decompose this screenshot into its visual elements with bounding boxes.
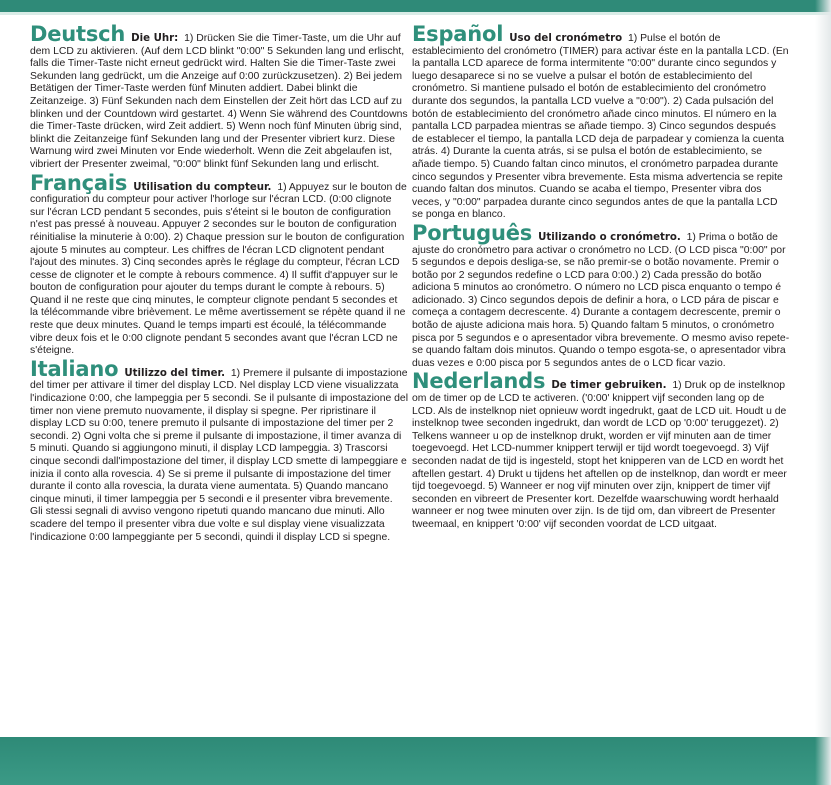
section-body: 1) Premere il pulsante di impostazione del timer per attivare il timer del display LCD. Nel display LCD viene visualizzata l'indicazione 0:00, che lampeggia per 5 secondi. Se il pulsante di impostazione del timer non viene premuto nuovamente, il display si spegne. Per ripristinare il display LCD su 0:00, tenere premuto il pulsante di impostazione del timer per 2 secondi. 2) Ogni volta che si preme il pulsante di impostazione, il timer avanza di 5 minuti. Quando si aggiungono minuti, il display LCD lampeggia. 3) Trascorsi cinque secondi dall'impostazione del timer, il display LCD smette di lampeggiare e inizia il conto alla rovescia. 4) Se si preme il pulsante di impostazione del timer durante il conto alla rovescia, la durata viene aumentata. 5) Quando mancano cinque minuti, il timer lampeggia per 5 secondi e il presenter vibra brevemente. Gli stessi segnali di avviso vengono ripetuti quando mancano due minuti. Allo scadere del tempo il presenter vibra due volte e sul display viene visualizzata l'indicazione 0:00 lampeggiante per 5 secondi, quindi il display LCD si spegne. [30, 367, 409, 543]
section-heading: De timer gebruiken. [551, 380, 667, 392]
section-espanol [412, 22, 790, 222]
top-color-band [0, 0, 831, 12]
right-column [412, 22, 790, 537]
section-body: 1) Drücken Sie die Timer-Taste, um die Uhr auf dem LCD zu aktivieren. (Auf dem LCD blinkt "0:00" 5 Sekunden lang und erlischt, falls die Timer-Taste nicht erneut gedrückt wird. Halten Sie die Timer-Taste zwei Sekunden lang gedrückt, um die Anzeige auf 0:00 zurückzusetzen). 2) Bei jedem Betätigen der Timer-Taste werden fünf Minuten addiert. Dabei blinkt die Zeitanzeige. 3) Fünf Sekunden nach dem Einstellen der Zeit hört das LCD auf zu blinken und der Countdown wird gestartet. 4) Wenn Sie während des Countdowns die Timer-Taste drücken, wird Zeit addiert. 5) Wenn noch fünf Minuten übrig sind, blinkt die Zeitanzeige fünf Sekunden lang und der Presenter vibriert kurz. Diese Warnung wird zwei Minuten vor Ende wiederholt. Wenn die Zeit abgelaufen ist, vibriert der Presenter zweimal, "0:00" blinkt fünf Sekunden lang und erlischt. [30, 33, 408, 170]
language-title: Nederlands [412, 369, 546, 394]
section-body: 1) Appuyez sur le bouton de configuration du compteur pour activer l'horloge sur l'écran LCD. (0:00 clignote sur l'écran LCD pendant 5 secondes, puis s'éteint si le bouton de configuration n'est pas pressé à nouveau. Appuyer 2 secondes sur le bouton de configuration réinitialise la minuterie à 0:00). 2) Chaque pression sur le bouton de configuration ajoute 5 minutes au compteur. Les chiffres de l'écran LCD clignotent pendant l'ajout des minutes. 3) Cinq secondes après le réglage du compteur, l'écran LCD cesse de clignoter et le compte à rebours commence. 4) Il suffit d'appuyer sur le bouton de configuration pour ajouter du temps durant le compte à rebours. 5) Quand il ne reste que cinq minutes, le compteur clignote pendant 5 secondes et la télécommande vibre brièvement. Le même avertissement se répète quand il ne reste que deux minutes. Quand le temps imparti est écoulé, la télécommande vibre deux fois et le 0:00 clignote pendant 5 secondes avant que l'écran LCD ne s'éteigne. [30, 181, 407, 357]
language-title: Español [412, 22, 504, 46]
section-paragraph [412, 22, 790, 222]
section-body: 1) Pulse el botón de establecimiento del cronómetro (TIMER) para activar éste en la pantalla LCD. (En la pantalla LCD aparece de forma intermitente "0:00" durante cinco segundos y luego desaparece si no se vuelve a pulsar el botón de establecimiento del cronómetro. Si mantiene pulsado el botón de establecimiento del cronómetro durante dos segundos, la pantalla LCD vuelve a "0:00"). 2) Cada pulsación del botón de establecimiento del cronómetro añade cinco minutos. El número en la pantalla LCD parpadea mientras se añade tiempo. 3) Cinco segundos después de establecer el tiempo, la pantalla LCD deja de parpadear y comienza la cuenta atrás. 4) Durante la cuenta atrás, si se pulsa el botón de establecimiento, se añade tiempo. 5) Cuando faltan cinco minutos, el cronómetro parpadea durante cinco segundos y Presenter vibra brevemente. Esta misma advertencia se repite cuando faltan dos minutos. Cuando se acaba el tiempo, Presenter vibra dos veces, y "0:00" parpadea durante cinco segundos antes de que la pantalla LCD se ponga en blanco. [412, 33, 789, 221]
section-portugues [412, 220, 790, 371]
section-heading: Die Uhr: [131, 33, 179, 44]
section-paragraph [412, 369, 790, 531]
section-heading: Uso del cronómetro [509, 33, 623, 44]
section-nederlands [412, 369, 790, 531]
language-title: Français [30, 170, 128, 195]
section-paragraph [412, 220, 790, 371]
language-title: Italiano [30, 356, 119, 381]
section-heading: Utilizzo del timer. [124, 367, 225, 379]
language-title: Português [412, 220, 533, 245]
section-body: 1) Druk op de instelknop om de timer op de LCD te activeren. ('0:00' knippert vijf seconden lang op de LCD. Als de instelknop niet opnieuw wordt ingedrukt, gaat de LCD uit. Houdt u de instelknop twee seconden ingedrukt, dan wordt de LCD op '0:00' teruggezet). 2) Telkens wanneer u op de instelknop drukt, worden er vijf minuten aan de timer toegevoegd. Het LCD-nummer knippert terwijl er tijd wordt toegevoegd. 3) Vijf seconden nadat de tijd is ingesteld, stopt het knipperen van de LCD en wordt het aftellen gestart. 4) Drukt u tijdens het aftellen op de instelknop, dan wordt er meer tijd toegevoegd. 5) Wanneer er nog vijf minuten over zijn, knippert de timer vijf seconden en vibreert de Presenter kort. Dezelfde waarschuwing wordt herhaald wanneer er nog twee minuten over zijn. Is de tijd om, dan vibreert de Presenter tweemaal, en knippert '0:00' vijf seconden voordat de LCD uitgaat. [412, 380, 787, 530]
section-heading: Utilizando o cronómetro. [538, 231, 681, 243]
section-italiano [30, 356, 409, 544]
language-title: Deutsch [30, 22, 126, 46]
section-deutsch [30, 22, 408, 172]
section-paragraph [30, 22, 408, 172]
bottom-color-band [0, 737, 831, 785]
section-heading: Utilisation du compteur. [133, 181, 272, 193]
left-column [30, 22, 409, 549]
section-paragraph [30, 356, 409, 544]
section-francais [30, 170, 408, 358]
section-body: 1) Prima o botão de ajuste do cronómetro para activar o cronómetro no LCD. (O LCD pisca "0:00" por 5 segundos e depois desliga-se, se não premir-se o botão novamente. Premir o botão por 2 segundos redefine o LCD para 0:00.) 2) Cada pressão do botão adiciona 5 minutos ao cronómetro. O número no LCD pisca enquanto o tempo é adicionado. 3) Cinco segundos depois de definir a hora, o LCD pára de piscar e começa a contagem decrescente. 4) Durante a contagem decrescente, premir o botão de ajuste adiciona mais hora. 5) Quando faltam 5 minutos, o cronómetro pisca por 5 segundos e o apresentador vibra brevemente. O mesmo aviso repete-se quando faltam dois minutos. Quando o tempo esgota-se, o apresentador vibra duas vezes e 0:00 pisca por 5 segundos antes de o LCD ficar vazio. [412, 231, 790, 369]
section-paragraph [30, 170, 408, 358]
page-edge-shadow [815, 0, 831, 785]
